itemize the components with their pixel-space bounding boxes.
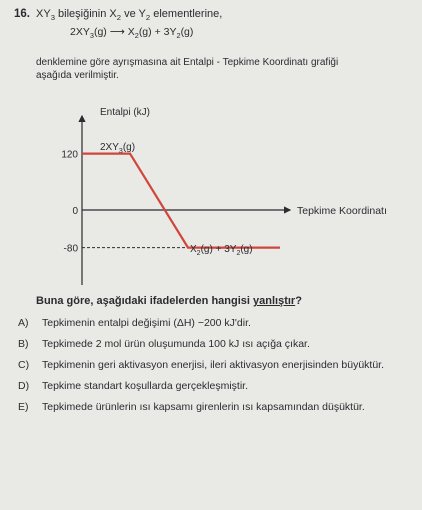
reaction-equation: $2XY_3(g)$ ⟶ $X_2(g) + 3Y_2(g)$	[70, 26, 194, 41]
y-tick-label-120: 120	[61, 149, 78, 161]
y-axis-label: Entalpi (kJ)	[100, 107, 151, 118]
x-axis-label: Tepkime Koordinatı	[297, 205, 387, 217]
option-d[interactable]: D) Tepkime standart koşullarda gerçekleşmiştir.	[18, 380, 249, 392]
y-tick-label-0: 0	[72, 206, 78, 217]
option-a[interactable]: A) Tepkimenin entalpi değişimi (ΔH) −200 kJ'dir.	[18, 317, 251, 329]
option-c[interactable]: C) Tepkimenin geri aktivasyon enerjisi, ileri aktivasyon enerjisinden büyüktür.	[18, 359, 385, 371]
answer-options	[18, 316, 413, 421]
question-stem-intro: $XY_3$ bileşiğinin $X_2$ ve $Y_2$ elementlerine,	[36, 8, 223, 23]
y-tick-label-minus-80: -80	[63, 243, 78, 255]
option-b[interactable]: B) Tepkimede 2 mol ürün oluşumunda 100 kJ ısı açığa çıkar.	[18, 338, 310, 350]
question-prompt: Buna göre, aşağıdaki ifadelerden hangisi yanlıştır?	[36, 295, 302, 307]
product-label: $X_2(g) + 3Y_2(g)$	[190, 244, 253, 257]
option-e[interactable]: E) Tepkimede ürünlerin ısı kapsamı girenlerin ısı kapsamından düşüktür.	[18, 401, 365, 413]
reactant-label: $2XY_3(g)$	[100, 142, 136, 155]
underlined-word: yanlıştır	[253, 295, 296, 307]
enthalpy-profile-line	[82, 154, 280, 248]
question-number: 16.	[14, 8, 30, 20]
reaction-arrow-icon: ⟶	[109, 26, 125, 38]
question-stem-description: denklemine göre ayrışmasına ait Entalpi - Tepkime Koordinatı grafiği aşağıda verilmiştir.	[36, 57, 339, 81]
